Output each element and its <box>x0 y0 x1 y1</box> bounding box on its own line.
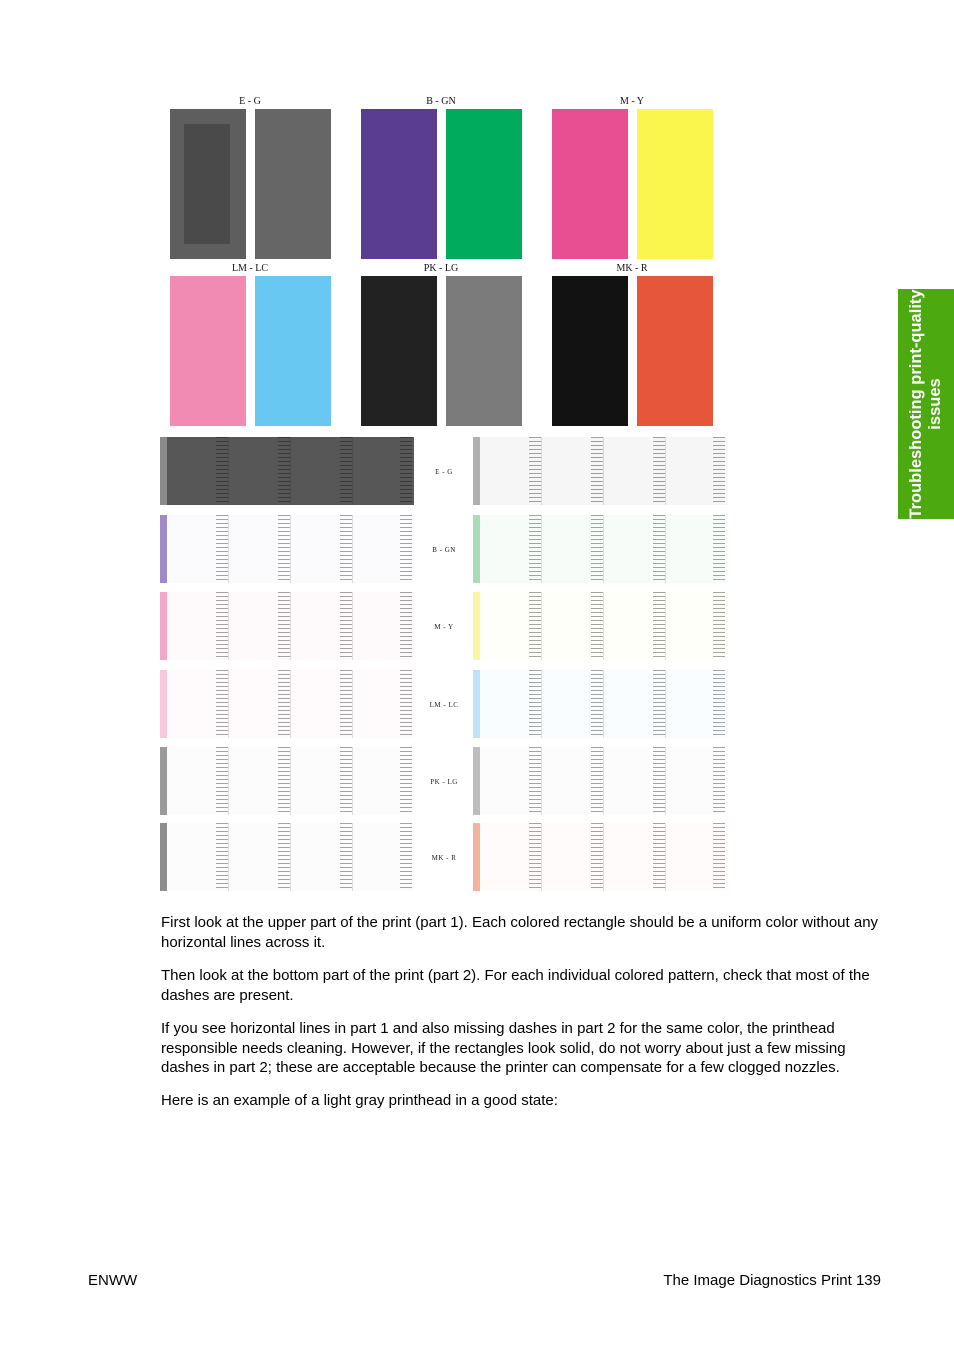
side-tab-label: Troubleshooting print-quality issues <box>907 289 944 519</box>
pattern-nozzle-numbers <box>591 670 603 738</box>
part1-color-rectangle <box>170 109 246 259</box>
part2-row-label: PK - LG <box>430 778 458 786</box>
pattern-nozzle-numbers <box>529 592 541 660</box>
pattern-nozzle-numbers <box>216 670 228 738</box>
part1-color-rectangle <box>361 109 437 259</box>
pattern-dash-lines <box>480 515 727 583</box>
pattern-dash-lines <box>167 670 414 738</box>
footer-page-title: The Image Diagnostics Print 139 <box>663 1272 881 1289</box>
footer-doc-code: ENWW <box>88 1272 138 1289</box>
part1-group-label: M - Y <box>619 96 645 107</box>
pattern-nozzle-numbers <box>713 437 725 505</box>
pattern-nozzle-numbers <box>216 437 228 505</box>
pattern-nozzle-numbers <box>340 592 352 660</box>
pattern-nozzle-numbers <box>529 747 541 815</box>
pattern-dash-field <box>480 670 727 738</box>
section-side-tab <box>898 289 954 519</box>
pattern-nozzle-numbers <box>529 437 541 505</box>
pattern-color-strip <box>473 823 480 891</box>
pattern-nozzle-numbers <box>340 437 352 505</box>
pattern-color-strip <box>473 592 480 660</box>
pattern-dash-lines <box>167 592 414 660</box>
part1-color-rectangle <box>637 276 713 426</box>
pattern-dash-field <box>167 592 414 660</box>
pattern-nozzle-numbers <box>591 747 603 815</box>
part2-row-label: LM - LC <box>429 701 459 709</box>
part1-group-label: PK - LG <box>423 263 459 274</box>
pattern-color-strip <box>160 823 167 891</box>
pattern-nozzle-numbers <box>653 437 665 505</box>
part2-nozzle-pattern <box>473 747 727 815</box>
pattern-color-strip <box>473 437 480 505</box>
pattern-nozzle-numbers <box>713 515 725 583</box>
pattern-nozzle-numbers <box>340 515 352 583</box>
part2-nozzle-pattern <box>160 747 414 815</box>
pattern-nozzle-numbers <box>713 592 725 660</box>
pattern-nozzle-numbers <box>713 670 725 738</box>
part2-nozzle-pattern <box>473 823 727 891</box>
pattern-nozzle-numbers <box>340 747 352 815</box>
pattern-nozzle-numbers <box>591 515 603 583</box>
pattern-dash-field <box>480 437 727 505</box>
pattern-color-strip <box>473 515 480 583</box>
pattern-nozzle-numbers <box>653 747 665 815</box>
pattern-dash-field <box>480 747 727 815</box>
part1-color-rectangle <box>255 276 331 426</box>
part1-color-rectangle <box>170 276 246 426</box>
part1-group-label: B - GN <box>426 96 456 107</box>
pattern-nozzle-numbers <box>400 592 412 660</box>
pattern-dash-field <box>480 823 727 891</box>
part1-color-rectangle <box>446 109 522 259</box>
pattern-nozzle-numbers <box>591 437 603 505</box>
pattern-color-strip <box>160 592 167 660</box>
pattern-nozzle-numbers <box>400 670 412 738</box>
pattern-dash-field <box>480 592 727 660</box>
pattern-color-strip <box>160 437 167 505</box>
pattern-dash-lines <box>480 747 727 815</box>
pattern-nozzle-numbers <box>400 437 412 505</box>
pattern-color-strip <box>160 515 167 583</box>
pattern-nozzle-numbers <box>216 823 228 891</box>
pattern-nozzle-numbers <box>278 515 290 583</box>
pattern-nozzle-numbers <box>340 823 352 891</box>
pattern-nozzle-numbers <box>529 515 541 583</box>
pattern-dash-lines <box>480 670 727 738</box>
part1-color-rectangle <box>552 109 628 259</box>
part2-row-label: E - G <box>435 468 453 476</box>
pattern-dash-lines <box>480 823 727 891</box>
pattern-dash-field <box>167 823 414 891</box>
pattern-dash-field <box>167 437 414 505</box>
pattern-nozzle-numbers <box>529 823 541 891</box>
pattern-dash-lines <box>480 437 727 505</box>
pattern-nozzle-numbers <box>278 670 290 738</box>
part2-row-label: M - Y <box>434 623 454 631</box>
part2-nozzle-pattern <box>160 592 414 660</box>
pattern-color-strip <box>473 747 480 815</box>
part2-nozzle-pattern <box>473 515 727 583</box>
part2-nozzle-pattern <box>473 437 727 505</box>
pattern-nozzle-numbers <box>653 592 665 660</box>
pattern-nozzle-numbers <box>400 747 412 815</box>
paragraph-part1: First look at the upper part of the print (part 1). Each colored rectangle should be a uniform color without any horizontal lines across it. <box>161 914 879 951</box>
paragraph-cleaning: If you see horizontal lines in part 1 and also missing dashes in part 2 for the same color, the printhead responsible needs cleaning. However, if the rectangles look solid, do not worry about just a few missing dashes in part 2; these are acceptable because the printer can compensate for a few clogged nozzles. <box>161 1020 846 1076</box>
pattern-color-strip <box>160 747 167 815</box>
part2-nozzle-pattern <box>160 670 414 738</box>
part1-group-label: E - G <box>239 96 261 107</box>
part2-nozzle-pattern <box>473 592 727 660</box>
part2-nozzle-pattern <box>160 515 414 583</box>
pattern-dash-field <box>480 515 727 583</box>
part1-color-rectangle <box>637 109 713 259</box>
pattern-nozzle-numbers <box>529 670 541 738</box>
pattern-nozzle-numbers <box>400 515 412 583</box>
pattern-nozzle-numbers <box>216 592 228 660</box>
pattern-nozzle-numbers <box>216 515 228 583</box>
pattern-color-strip <box>160 670 167 738</box>
part2-row-label: B - GN <box>432 546 456 554</box>
pattern-dash-lines <box>480 592 727 660</box>
pattern-nozzle-numbers <box>713 823 725 891</box>
pattern-nozzle-numbers <box>278 823 290 891</box>
paragraph-part2: Then look at the bottom part of the print (part 2). For each individual colored pattern, check that most of the dashes are present. <box>161 967 870 1004</box>
pattern-nozzle-numbers <box>713 747 725 815</box>
pattern-dash-lines <box>167 747 414 815</box>
part1-group-label: MK - R <box>616 263 648 274</box>
pattern-color-strip <box>473 670 480 738</box>
part2-nozzle-pattern <box>160 823 414 891</box>
pattern-nozzle-numbers <box>653 670 665 738</box>
part1-group-label: LM - LC <box>231 263 269 274</box>
pattern-nozzle-numbers <box>216 747 228 815</box>
pattern-nozzle-numbers <box>400 823 412 891</box>
pattern-dash-lines <box>167 515 414 583</box>
part1-inner-rectangle <box>184 124 230 244</box>
part2-row-label: MK - R <box>431 854 457 862</box>
pattern-dash-field <box>167 670 414 738</box>
pattern-nozzle-numbers <box>278 747 290 815</box>
pattern-nozzle-numbers <box>653 515 665 583</box>
paragraph-example-intro: Here is an example of a light gray printhead in a good state: <box>161 1092 558 1109</box>
pattern-nozzle-numbers <box>278 437 290 505</box>
part2-nozzle-pattern <box>160 437 414 505</box>
pattern-dash-lines <box>167 823 414 891</box>
pattern-dash-field <box>167 515 414 583</box>
pattern-dash-field <box>167 747 414 815</box>
pattern-dash-lines <box>167 437 414 505</box>
part1-color-rectangle <box>446 276 522 426</box>
pattern-nozzle-numbers <box>591 823 603 891</box>
pattern-nozzle-numbers <box>591 592 603 660</box>
pattern-nozzle-numbers <box>653 823 665 891</box>
pattern-nozzle-numbers <box>278 592 290 660</box>
part1-color-rectangle <box>552 276 628 426</box>
part1-color-rectangle <box>361 276 437 426</box>
pattern-nozzle-numbers <box>340 670 352 738</box>
part1-color-rectangle <box>255 109 331 259</box>
part2-nozzle-pattern <box>473 670 727 738</box>
